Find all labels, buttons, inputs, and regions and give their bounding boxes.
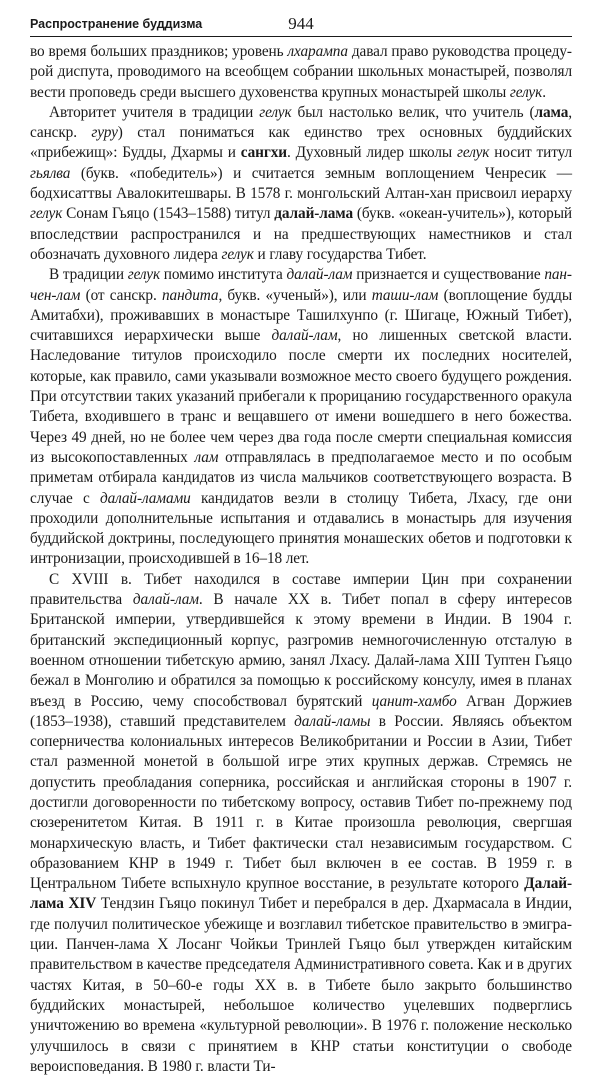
italic-term: гелук bbox=[509, 83, 543, 101]
italic-term: таши-лам bbox=[371, 286, 439, 304]
bold-term: сангхи bbox=[240, 144, 287, 162]
italic-term: гьялва bbox=[30, 164, 71, 182]
italic-term: гуру bbox=[91, 124, 118, 142]
text-run: Авторитет учителя в традиции bbox=[49, 103, 260, 121]
text-run: и главу государства Тибет. bbox=[253, 245, 427, 263]
text-run: (от санскр. bbox=[80, 286, 162, 304]
text-run: Тендзин Гьяцо покинул Тибет и перебрался в дер. Дхармасала в Индии, где получил политическое убежище и возглавил тибетское правительство в эмиграции. Панчен-лама X Лосанг Чойкьи Тринлей Гьяцо был утвержден китайским правительством в качестве председателя Административного совета. Как и в других частях Китая, в 50–60-е годы XX в. в Тибете было закрыто большинство буддийских монастырей, небольшое количество уцелевших подверглись уничтожению во времена «культурной революции». В 1976 г. положение несколько улучшилось в связи с принятием в КНР статьи конституции о свободе вероисповедания. В 1980 г. власти Ти- bbox=[30, 895, 573, 1075]
text-run: , санскр. bbox=[30, 103, 572, 142]
text-run: . bbox=[542, 83, 546, 101]
italic-term: гелук bbox=[30, 205, 63, 223]
text-run: ) стал пониматься как единство трех основных буддийских «прибежищ»: Будды, Дхармы и bbox=[30, 124, 573, 162]
text-run: . Духовный лидер школы bbox=[286, 144, 458, 162]
text-run: носит титул bbox=[489, 144, 572, 162]
text-run: в России. Являясь объектом соперничества колониальных интересов Великобритании и России в Азии, Тибет стал разменной монетой в большой игре этих крупных держав. Стремясь не допустить преобладания соперника, российская и английская стороны в 1907 г. достигли договоренности по тибетскому вопросу, оставив Тибет по-прежнему под сюзеренитетом Китая. В 1911 г. в Китае произошла революция, свергшая монархическую власть, и Тибет фактически стал независимым государством. С образованием КНР в 1949 г. Тибет был включен в ее состав. В 1959 г. в Центральном Тибете вспыхнуло крупное восстание, в результате которого bbox=[30, 712, 572, 893]
bold-term: Далай-лама XIV bbox=[30, 875, 572, 913]
text-run: отправлялась в предполагаемое место и по особым приметам отбирала кандидатов из числа мальчиков соответствующего возраста. В случае с bbox=[30, 448, 573, 507]
text-run: был настолько велик, что учитель ( bbox=[291, 103, 535, 121]
text-run: признается и существование bbox=[352, 266, 545, 284]
text-run: (букв. «победитель») и считается земным воплощением Ченресик — бодхисаттвы Авалокитешвары. В 1578 г. монгольский Алтан-хан присвоил иерарху bbox=[30, 164, 572, 203]
italic-term: пандита bbox=[161, 286, 219, 304]
italic-term: гелук bbox=[221, 245, 254, 263]
running-head: Распространение буддизма bbox=[30, 17, 203, 31]
italic-term: панчен-лам bbox=[30, 266, 573, 304]
italic-term: далай-лам bbox=[271, 327, 338, 345]
text-run: Агван Доржиев (1853–1938), ставший представителем bbox=[30, 692, 572, 730]
text-run: давал право руководства процедурой диспута, проводимого на всеобщем собрании школьных монастырей, позволял вести проповедь среди высшего духовенства крупных монастырей школы bbox=[30, 43, 572, 101]
paragraph bbox=[30, 42, 572, 103]
text-run: кандидатов везли в столицу Тибета, Лхасу, где они проходили дополнительные испытания и отдавались в монастырь для изучения буддийской доктрины, последующего принятия монашеских обетов и подготовки к интронизации, происходившей в 16–18 лет. bbox=[30, 489, 572, 568]
italic-term: далай-лам bbox=[132, 591, 199, 609]
italic-term: гелук bbox=[259, 103, 292, 121]
italic-term: гелук bbox=[457, 144, 490, 162]
italic-term: лхарампа bbox=[287, 43, 348, 60]
text-run: (воплощение будды Амитабхи), проживавших в монастыре Ташилхунпо (г. Шигаце, Южный Тибет), считавшихся иерархически выше bbox=[30, 286, 573, 345]
body-text bbox=[30, 42, 572, 1077]
text-run: , букв. «ученый»), или bbox=[218, 286, 372, 304]
page-header bbox=[30, 14, 572, 37]
paragraph bbox=[30, 570, 572, 1077]
italic-term: далай-ламами bbox=[99, 489, 191, 507]
text-run: помимо института bbox=[160, 266, 287, 284]
italic-term: лам bbox=[194, 448, 219, 466]
text-run: С XVIII в. Тибет находился в составе империи Цин при сохранении правительства bbox=[30, 570, 572, 609]
text-run: (букв. «океан-учитель»), который впоследствии распространился и на предшествующих наместников и стал обозначать духовного лидера bbox=[30, 205, 572, 263]
page-number: 944 bbox=[288, 14, 314, 33]
paragraph bbox=[30, 265, 572, 569]
book-page bbox=[30, 14, 572, 1077]
text-run: во время больших праздников; уровень bbox=[30, 43, 288, 60]
bold-term: далай-лама bbox=[274, 205, 354, 223]
text-run: , но лишенных светской власти. Наследование титулов происходило после смерти их последних носителей, которые, как правило, сами указывали возможное место своего будущего рождения. При отсутствии таких указаний прибегали к прорицанию государственного оракула Тибета, входившего в транс и вещавшего от имени вошедшего в него божества. Через 49 дней, но не более чем через два года после смерти специальная комиссия из высокопоставленных bbox=[30, 327, 572, 466]
italic-term: далай-ламы bbox=[294, 712, 371, 730]
bold-term: лама bbox=[534, 103, 569, 121]
text-run: В традиции bbox=[49, 266, 128, 284]
paragraph bbox=[30, 103, 572, 265]
text-run: . В начале XX в. Тибет попал в сферу интересов Британской империи, утвердившейся к этому времени в Индии. В 1904 г. британский экспедиционный корпус, разгромив немногочисленную отсталую в военном отношении тибетскую армию, занял Лхасу. Далай-лама XIII Туптен Гьяцо бежал в Монголию и обратился за помощью к российскому консулу, имея в планах въезд в Россию, чему способствовал бурятский bbox=[30, 591, 573, 710]
italic-term: далай-лам bbox=[286, 266, 353, 284]
text-run: Сонам Гьяцо (1543–1588) титул bbox=[62, 205, 275, 223]
italic-term: цанит-хамбо bbox=[371, 692, 457, 710]
italic-term: гелук bbox=[127, 266, 161, 284]
